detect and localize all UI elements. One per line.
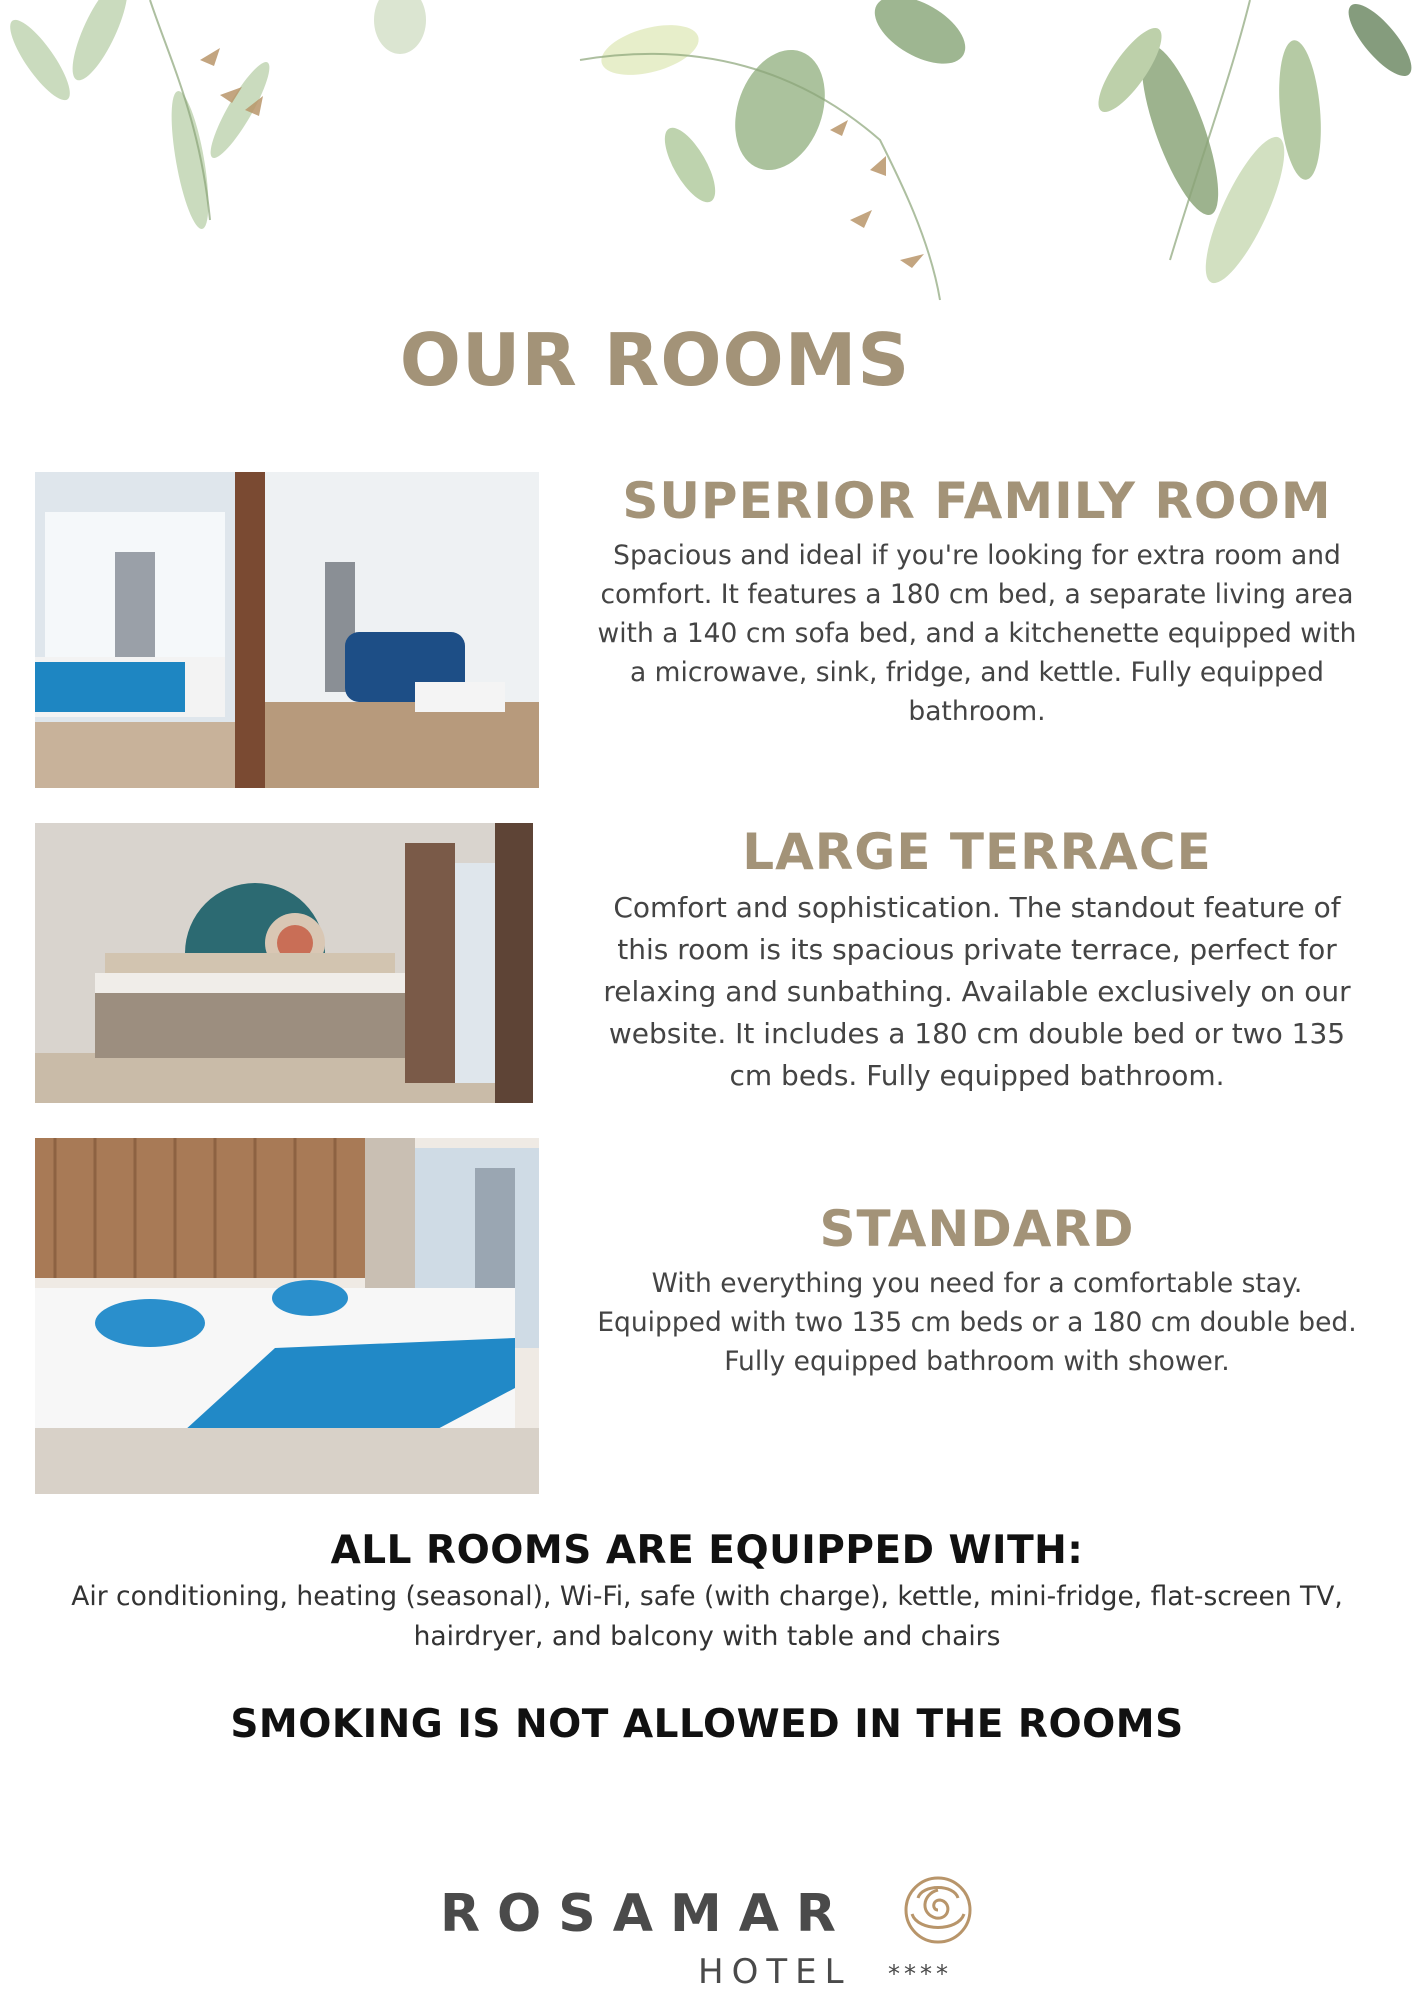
room-description: With everything you need for a comfortable stay. Equipped with two 135 cm beds or a 180 cm double bed. Fully equipped bathroom with shower. <box>597 1268 1357 1377</box>
brand-stars: **** <box>888 1960 952 1988</box>
room-block-large-terrace <box>592 823 1362 1097</box>
rose-icon <box>892 1870 984 1950</box>
room-description: Spacious and ideal if you're looking for extra room and comfort. It features a 180 cm bed, a separate living area with a 140 cm sofa bed, and a kitchenette equipped with a microwave, sink, fridge, and kettle. Fully equipped bathroom. <box>597 540 1357 727</box>
room-title: STANDARD <box>819 1200 1135 1258</box>
smoking-notice: SMOKING IS NOT ALLOWED IN THE ROOMS <box>230 1702 1184 1747</box>
equipment-title: ALL ROOMS ARE EQUIPPED WITH: <box>330 1528 1084 1573</box>
equipment-section <box>30 1528 1384 1657</box>
brand-subtitle: HOTEL <box>698 1952 852 1992</box>
room-title: SUPERIOR FAMILY ROOM <box>622 472 1332 530</box>
room-title: LARGE TERRACE <box>742 823 1212 881</box>
room-description: Comfort and sophistication. The standout feature of this room is its spacious private terrace, perfect for relaxing and sunbathing. Available exclusively on our website. It includes a 180 cm double bed or two 135 cm beds. Fully equipped bathroom. <box>603 891 1351 1092</box>
room-photo-standard <box>35 1138 539 1494</box>
room-photo-superior-family <box>35 472 539 788</box>
equipment-list: Air conditioning, heating (seasonal), Wi-Fi, safe (with charge), kettle, mini-fridge, flat-screen TV, hairdryer, and balcony with table and chairs <box>71 1581 1343 1652</box>
room-block-standard <box>592 1200 1362 1381</box>
brand-name: ROSAMAR <box>440 1884 853 1944</box>
page-title: OUR ROOMS <box>399 318 911 402</box>
room-block-superior-family <box>592 472 1362 731</box>
room-photo-large-terrace <box>35 823 533 1103</box>
decorative-leaves-icon <box>0 0 1414 330</box>
brand-logo <box>430 1870 990 1990</box>
